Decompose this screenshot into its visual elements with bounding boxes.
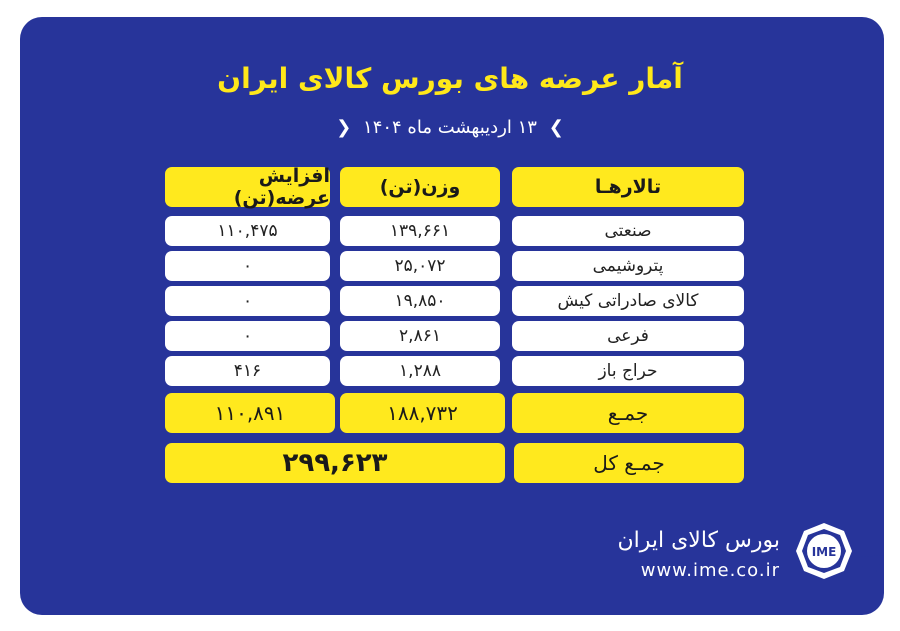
brand-name: بورس کالای ایران: [617, 528, 780, 553]
sum-label: جمـع: [512, 393, 744, 433]
row-hall: پتروشیمی: [512, 251, 744, 281]
row-increase: ۰: [165, 286, 330, 316]
row-hall: صنعتی: [512, 216, 744, 246]
ime-logo-icon: [794, 521, 854, 581]
row-hall: کالای صادراتی کیش: [512, 286, 744, 316]
logo-text: IME: [811, 545, 837, 559]
row-weight: ۱۹,۸۵۰: [340, 286, 500, 316]
header-increase: افزایش عرضه(تن): [165, 167, 330, 207]
header-halls: تالارهـا: [512, 167, 744, 207]
header-weight: وزن(تن): [340, 167, 500, 207]
page-title: آمار عرضه های بورس کالای ایران: [217, 62, 683, 95]
arrow-right-icon: ❯: [548, 117, 564, 138]
row-weight: ۲,۸۶۱: [340, 321, 500, 351]
date-line: [0, 117, 900, 138]
row-increase: ۰: [165, 321, 330, 351]
row-weight: ۱۳۹,۶۶۱: [340, 216, 500, 246]
row-increase: ۰: [165, 251, 330, 281]
grand-total-label: جمـع کل: [514, 443, 744, 483]
date-text: ۱۳ اردیبهشت ماه ۱۴۰۴: [363, 117, 537, 138]
row-increase: ۱۱۰,۴۷۵: [165, 216, 330, 246]
row-hall: فرعی: [512, 321, 744, 351]
row-increase: ۴۱۶: [165, 356, 330, 386]
arrow-left-icon: ❮: [336, 117, 352, 138]
row-hall: حراج باز: [512, 356, 744, 386]
grand-total-value: ۲۹۹,۶۲۳: [165, 443, 505, 483]
infographic-card: [20, 17, 884, 615]
sum-increase: ۱۱۰,۸۹۱: [165, 393, 335, 433]
brand-url[interactable]: www.ime.co.ir: [640, 560, 780, 581]
row-weight: ۱,۲۸۸: [340, 356, 500, 386]
sum-weight: ۱۸۸,۷۳۲: [340, 393, 505, 433]
row-weight: ۲۵,۰۷۲: [340, 251, 500, 281]
